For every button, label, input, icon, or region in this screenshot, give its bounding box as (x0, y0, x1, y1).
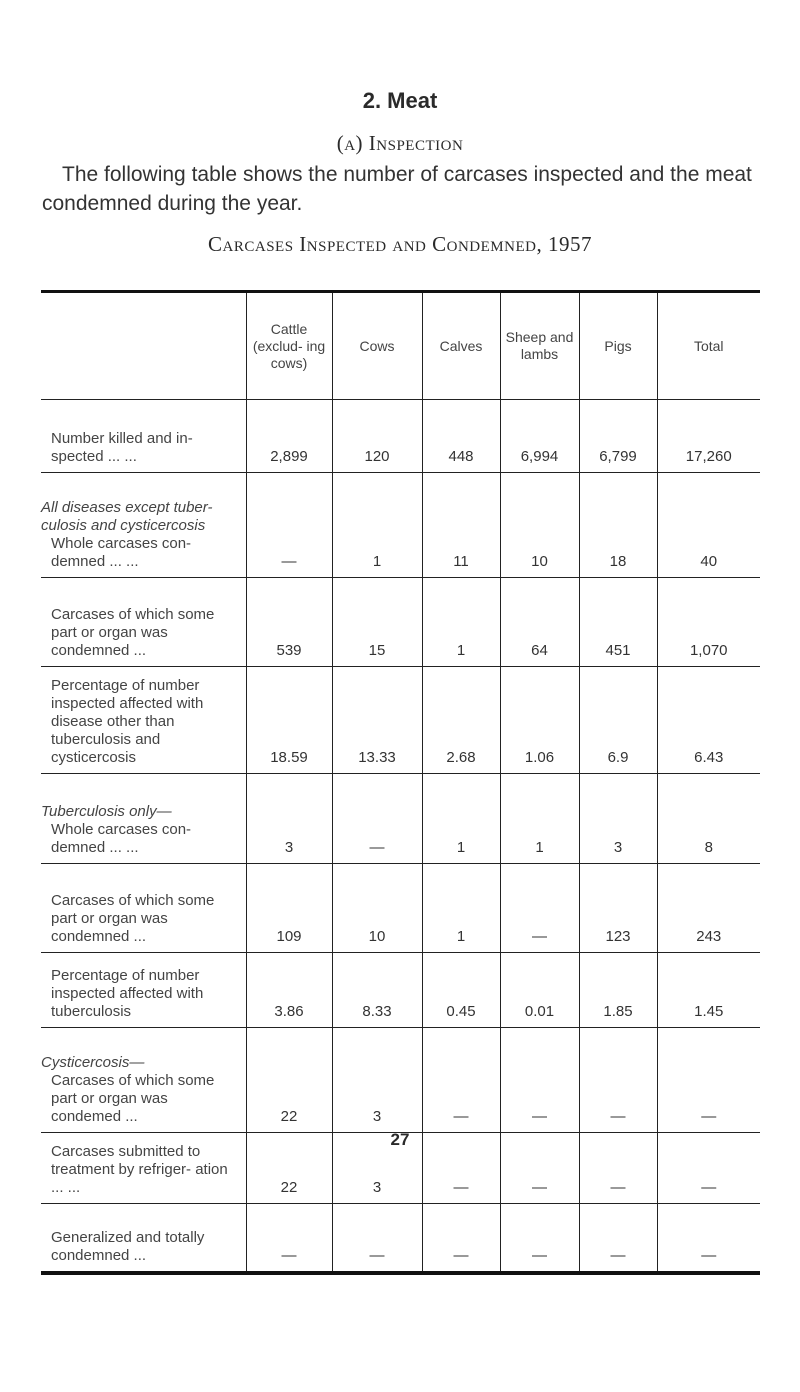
table-cell: — (657, 1133, 760, 1204)
section-title: 2. Meat (362, 88, 438, 113)
table-row (41, 953, 760, 1028)
table-cell: — (422, 1204, 500, 1274)
table-cell: 6.43 (657, 667, 760, 774)
table-caption: Carcases Inspected and Condemned, 1957 (208, 232, 592, 256)
table-cell: — (422, 1133, 500, 1204)
table-cell: — (579, 1028, 657, 1133)
row-label: Tuberculosis only— Whole carcases con- demned ... ... (41, 774, 246, 864)
table-cell: 2.68 (422, 667, 500, 774)
carcases-table (41, 290, 760, 1275)
table-cell: 1 (332, 473, 422, 578)
table-cell: 1.85 (579, 953, 657, 1028)
column-header: Cattle (exclud- ing cows) (246, 292, 332, 400)
table-cell: 8 (657, 774, 760, 864)
row-label: Cysticercosis— Carcases of which some part or organ was condemed ... (41, 1028, 246, 1133)
table-row (41, 400, 760, 473)
table-cell: 1.45 (657, 953, 760, 1028)
table-cell: — (422, 1028, 500, 1133)
column-header (41, 292, 246, 400)
table-row (41, 1028, 760, 1133)
column-header: Total (657, 292, 760, 400)
page-number: 27 (390, 1130, 410, 1149)
row-label: Carcases submitted to treatment by refriger- ation ... ... (41, 1133, 246, 1204)
table-cell: 15 (332, 578, 422, 667)
table-cell: 40 (657, 473, 760, 578)
row-label: All diseases except tuber- culosis and cysticercosis Whole carcases con- demned ... ... (41, 473, 246, 578)
table-cell: — (246, 473, 332, 578)
row-label: Carcases of which some part or organ was condemned ... (41, 864, 246, 953)
table-cell: — (500, 864, 579, 953)
table-cell: 1,070 (657, 578, 760, 667)
table-cell: 1.06 (500, 667, 579, 774)
table-row (41, 774, 760, 864)
table-cell: 18 (579, 473, 657, 578)
table-cell: 11 (422, 473, 500, 578)
table-cell: 3 (332, 1028, 422, 1133)
table-cell: 120 (332, 400, 422, 473)
table-cell: 1 (500, 774, 579, 864)
row-group-heading: All diseases except tuber- culosis and cysticercosis (41, 499, 213, 534)
table-row (41, 864, 760, 953)
table-cell: 6,994 (500, 400, 579, 473)
column-header: Pigs (579, 292, 657, 400)
row-label: Percentage of number inspected affected with tuberculosis (41, 953, 246, 1028)
table-cell: 2,899 (246, 400, 332, 473)
table-cell: 10 (332, 864, 422, 953)
table-row (41, 578, 760, 667)
table-cell: — (332, 1204, 422, 1274)
table-cell: — (246, 1204, 332, 1274)
table-cell: 243 (657, 864, 760, 953)
table-cell: 448 (422, 400, 500, 473)
table-cell: 6,799 (579, 400, 657, 473)
table-row (41, 1204, 760, 1274)
table-cell: 3 (579, 774, 657, 864)
table-cell: 13.33 (332, 667, 422, 774)
table-cell: 0.45 (422, 953, 500, 1028)
row-label: Percentage of number inspected affected with disease other than tuberculosis and cysticercosis (41, 667, 246, 774)
table-cell: 1 (422, 774, 500, 864)
table-cell: 64 (500, 578, 579, 667)
table-cell: 3 (246, 774, 332, 864)
table-cell: 123 (579, 864, 657, 953)
table-cell: 18.59 (246, 667, 332, 774)
row-label: Generalized and totally condemned ... (41, 1204, 246, 1274)
table-cell: 22 (246, 1028, 332, 1133)
table-cell: — (500, 1204, 579, 1274)
table-cell: — (500, 1028, 579, 1133)
table-row (41, 473, 760, 578)
subsection-title: (a) Inspection (336, 131, 464, 155)
table-cell: — (579, 1204, 657, 1274)
row-label: Carcases of which some part or organ was condemned ... (41, 578, 246, 667)
table-cell: 451 (579, 578, 657, 667)
row-group-heading: Cysticercosis— (41, 1054, 145, 1071)
table-cell: 17,260 (657, 400, 760, 473)
table-cell: — (500, 1133, 579, 1204)
table-cell: 8.33 (332, 953, 422, 1028)
table-cell: 3.86 (246, 953, 332, 1028)
table-cell: 6.9 (579, 667, 657, 774)
table-header-row (41, 292, 760, 400)
table-cell: 1 (422, 578, 500, 667)
table-cell: 0.01 (500, 953, 579, 1028)
column-header: Calves (422, 292, 500, 400)
table-cell: — (657, 1204, 760, 1274)
table-cell: 22 (246, 1133, 332, 1204)
table-row (41, 667, 760, 774)
intro-paragraph: The following table shows the number of carcases inspected and the meat condemned during the year. (42, 163, 752, 215)
table-cell: 10 (500, 473, 579, 578)
table-cell: 539 (246, 578, 332, 667)
table-cell: 1 (422, 864, 500, 953)
row-label: Number killed and in- spected ... ... (41, 400, 246, 473)
row-group-heading: Tuberculosis only— (41, 803, 172, 820)
table-cell: — (579, 1133, 657, 1204)
table-cell: 3 (332, 1133, 422, 1204)
column-header: Cows (332, 292, 422, 400)
column-header: Sheep and lambs (500, 292, 579, 400)
table-cell: 109 (246, 864, 332, 953)
table-cell: — (332, 774, 422, 864)
table-cell: — (657, 1028, 760, 1133)
